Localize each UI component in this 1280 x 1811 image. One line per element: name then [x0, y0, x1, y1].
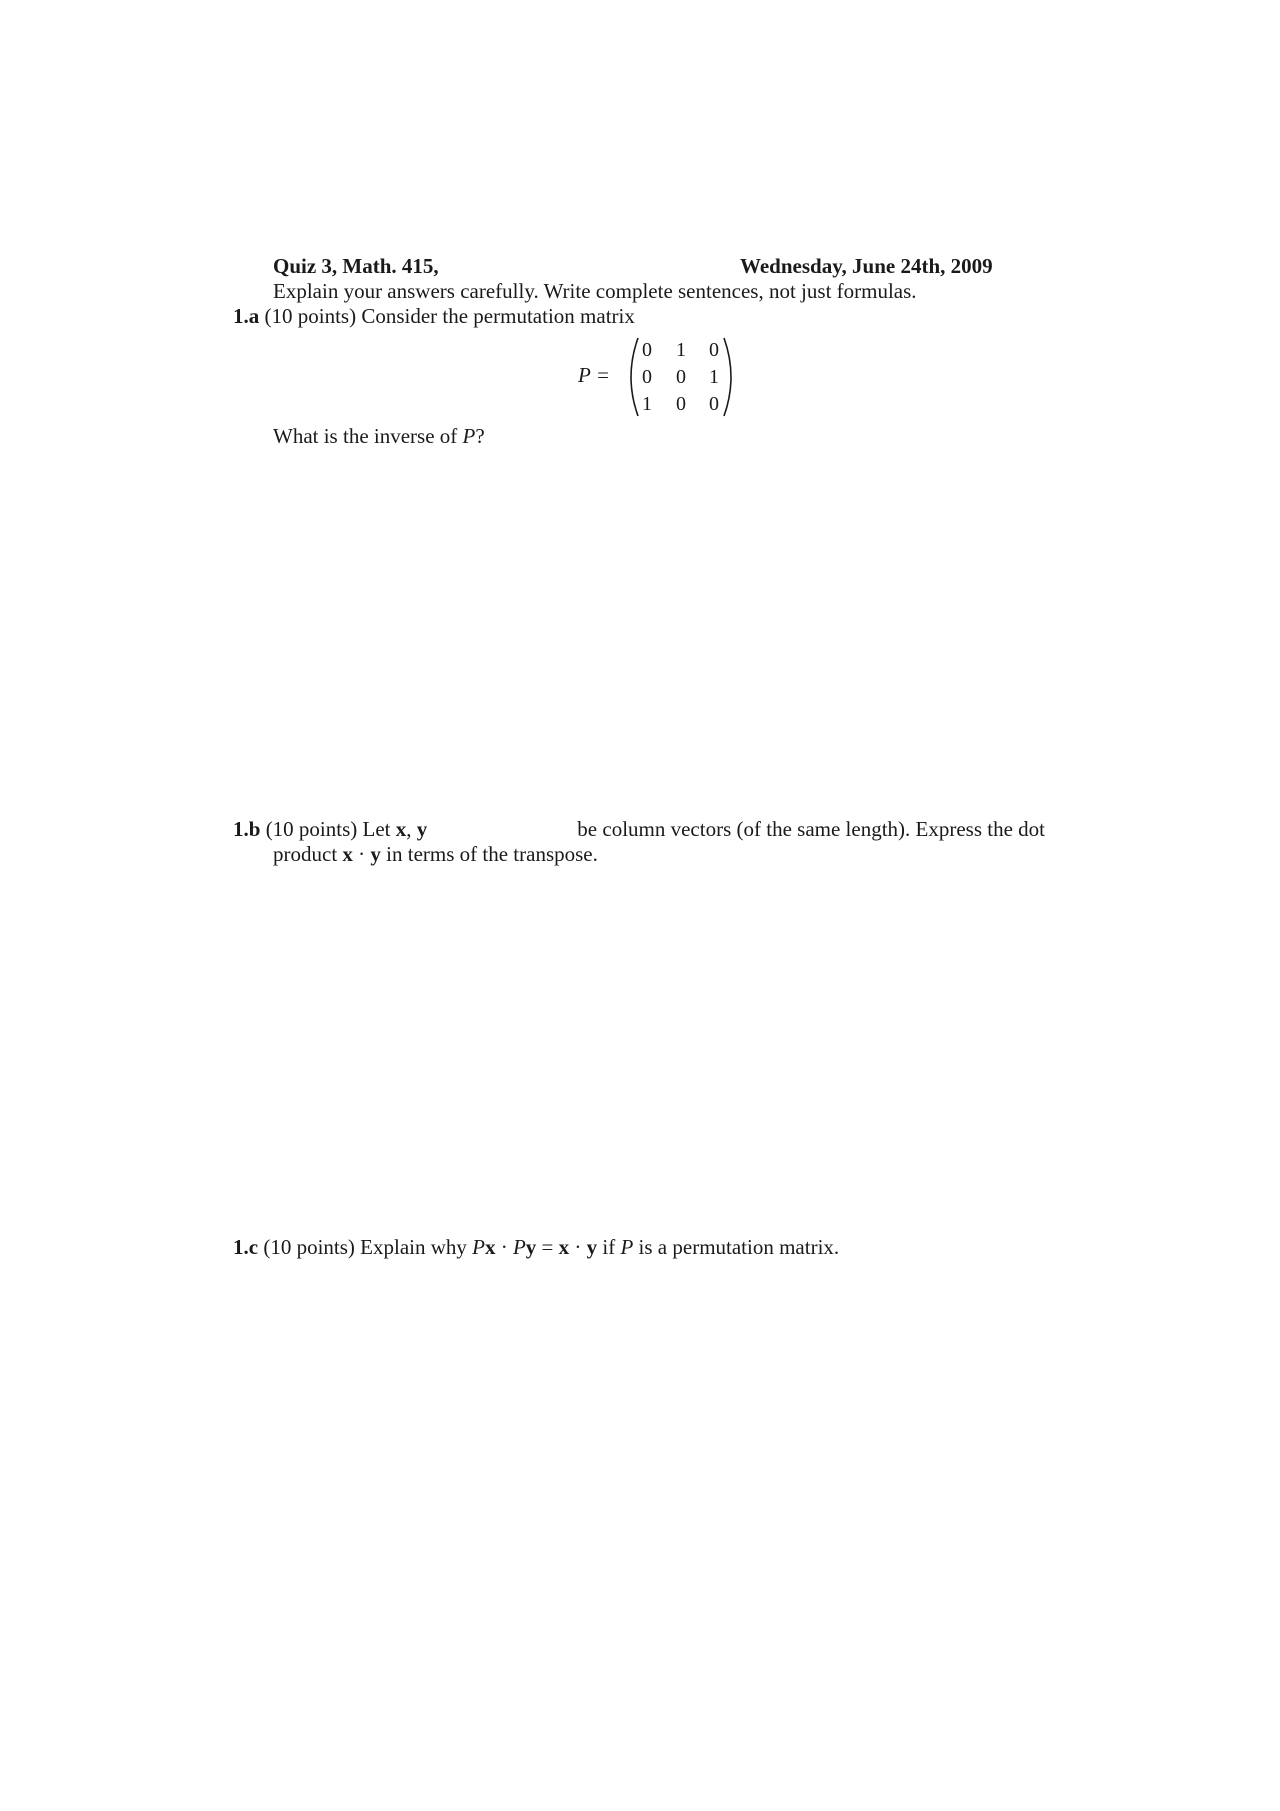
vector-x: x: [395, 817, 407, 841]
problem-1b-points: (10 points): [265, 817, 358, 841]
problem-1c-if: if: [602, 1235, 616, 1259]
problem-1a-points: (10 points): [264, 304, 357, 328]
problem-1c-number: 1.c: [233, 1235, 259, 1259]
problem-1b-lead: [233, 816, 427, 842]
matrix-cell: 0: [709, 339, 719, 361]
matrix-label: [578, 363, 610, 388]
problem-1c-points: (10 points): [263, 1235, 355, 1259]
problem-1c-text-a: Explain why: [360, 1235, 467, 1259]
var-P: P: [512, 1235, 526, 1259]
vector-x: x: [342, 842, 353, 866]
dot-operator: ·: [574, 1235, 582, 1259]
vector-y: y: [416, 817, 428, 841]
instructions: Explain your answers carefully. Write complete sentences, not just formulas.: [273, 279, 917, 303]
vector-y: y: [370, 842, 381, 866]
var-P: P: [620, 1235, 634, 1259]
problem-1a-number: 1.a: [233, 304, 260, 328]
equals-sign: =: [541, 1235, 554, 1259]
problem-1a-text: Consider the permutation matrix: [361, 304, 635, 328]
matrix-cell: 1: [676, 339, 686, 361]
matrix-cell: 0: [642, 366, 652, 388]
problem-1b-text1: be column vectors (of the same length). Express the dot: [577, 817, 1045, 841]
question-prefix: What is the inverse of: [273, 424, 458, 448]
problem-1a-statement: [233, 303, 635, 329]
vector-x: x: [558, 1235, 570, 1259]
matrix-cell: 0: [642, 339, 652, 361]
matrix-left-paren: [631, 338, 638, 416]
quiz-title: Quiz 3, Math. 415,: [273, 254, 439, 278]
problem-1c-text-c: is a permutation matrix.: [638, 1235, 840, 1259]
matrix-svg: [626, 336, 736, 418]
var-P: P: [472, 1235, 485, 1259]
vector-y: y: [525, 1235, 537, 1259]
matrix-cell: 1: [642, 393, 652, 415]
vector-y: y: [586, 1235, 598, 1259]
problem-1a-question: [273, 423, 485, 449]
question-suffix: ?: [475, 424, 485, 448]
dot-operator: ·: [358, 842, 366, 866]
problem-1b-text2: in terms of the transpose.: [386, 842, 598, 866]
matrix-cell: 0: [709, 393, 719, 415]
problem-1b-product: product: [273, 842, 338, 866]
dot-operator: ·: [500, 1235, 508, 1259]
matrix-cell: 0: [676, 366, 686, 388]
problem-1c-statement: [233, 1234, 839, 1260]
problem-1b-statement-line2: [273, 841, 598, 867]
matrix-right-paren: [724, 338, 731, 416]
vector-x: x: [484, 1235, 496, 1259]
problem-1b-statement-line1: [233, 816, 1045, 842]
question-var: P: [462, 424, 476, 448]
problem-1b-let: Let: [362, 817, 391, 841]
matrix-cell: 1: [709, 366, 719, 388]
comma: ,: [406, 817, 412, 841]
quiz-date: Wednesday, June 24th, 2009: [740, 254, 993, 278]
problem-1b-number: 1.b: [233, 817, 261, 841]
matrix-label-text: P =: [578, 363, 610, 387]
matrix-cell: 0: [676, 393, 686, 415]
